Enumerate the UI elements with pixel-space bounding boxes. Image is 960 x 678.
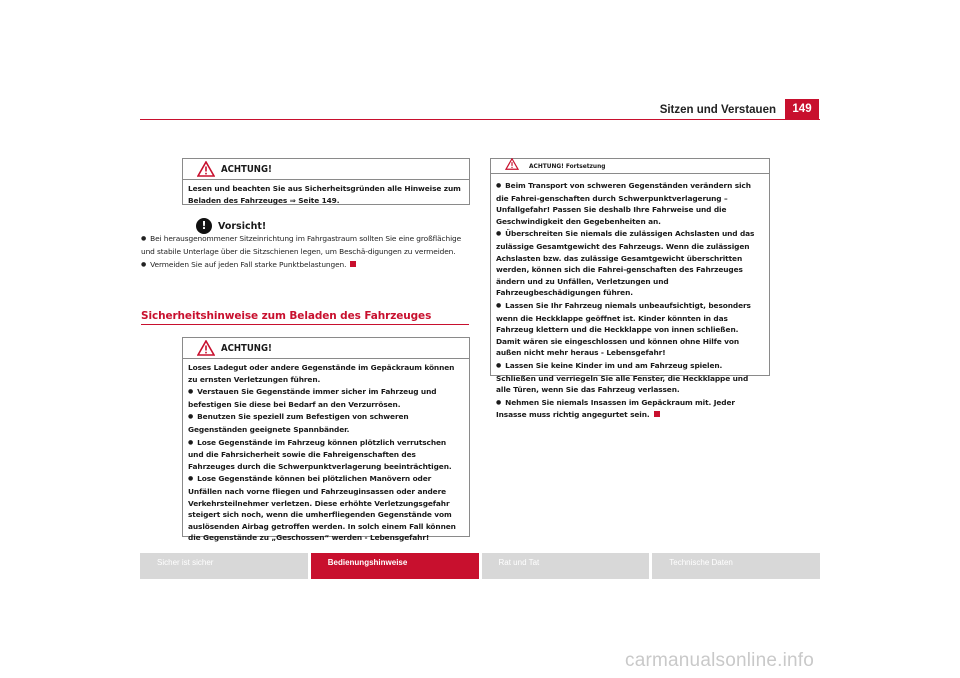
footer-tab-sicher[interactable]: Sicher ist sicher — [140, 553, 308, 579]
warning-item — [496, 360, 763, 396]
warning-title: ACHTUNG! Fortsetzung — [529, 162, 606, 170]
warning-item-text: Lassen Sie Ihr Fahrzeug niemals unbeaufsichtigt, besonders wenn die Heckklappe geöffnet ist. Kinder könnten in das Fahrzeug klettern und die Heckklappe von innen schließen. Damit wären sie eingeschlossen und können ohne Hilfe von außen nicht mehr heraus - Lebensgefahr! — [496, 300, 751, 358]
warning-title: ACHTUNG! — [221, 342, 272, 354]
warning-item — [188, 386, 463, 410]
warning-item — [496, 228, 763, 299]
warning-item-text: Beim Transport von schweren Gegenständen verändern sich die Fahrei-genschaften durch Schwerpunktverlagerung – Unfallgefahr! Passen Sie deshalb Ihre Fahrweise und die Geschwindigkeit den Gegebenheiten an. — [496, 181, 751, 226]
warning-box-header — [491, 159, 769, 174]
section-title: Sicherheitshinweise zum Beladen des Fahrzeuges — [141, 310, 432, 322]
warning-triangle-icon — [197, 161, 215, 177]
footer-tab-technische-daten[interactable]: Technische Daten — [652, 553, 820, 579]
warning-box-continued — [490, 158, 770, 420]
page-header-title: Sitzen und Verstauen — [659, 104, 776, 116]
warning-item-text: Verstauen Sie Gegenstände immer sicher im Fahrzeug und befestigen Sie diese bei Bedarf an den Verzurrösen. — [188, 387, 437, 409]
warning-item — [496, 300, 763, 359]
warning-item-text: Lassen Sie keine Kinder im und am Fahrzeug spielen. Schließen und verriegeln Sie alle Fenster, die Heckklappe und alle Türen, wenn Sie das Fahrzeug verlassen. — [496, 360, 749, 395]
header-divider — [140, 119, 820, 120]
section-divider — [141, 324, 469, 325]
warning-intro: Loses Ladegut oder andere Gegenstände im Gepäckraum können zu ernsten Verletzungen führen. — [188, 363, 455, 384]
caution-item-text: Vermeiden Sie auf jeden Fall starke Punktbelastungen. — [150, 259, 347, 269]
warning-box-body — [183, 180, 469, 211]
warning-item — [496, 180, 763, 227]
warning-item-text: Nehmen Sie niemals Insassen im Gepäckraum mit. Jeder Insasse muss richtig angegurtet sein. — [496, 397, 735, 420]
warning-box-main — [182, 337, 470, 543]
warning-item-text: Lose Gegenstände können bei plötzlichen Manövern oder Unfällen nach vorne fliegen und Fahrzeuginsassen oder andere Verkehrsteilnehmer verletzen. Diese erhöhte Verletzungsgefahr steigert sich noch, wenn die umherfliegenden Gegenstände vom auslösenden Airbag getroffen werden. In solch einem Fall können die Gegenstände zu „Geschossen“ werden - Lebensgefahr! — [188, 474, 456, 543]
warning-box-header — [183, 159, 469, 180]
watermark: carmanualsonline.info — [625, 650, 815, 671]
warning-item — [188, 473, 463, 544]
warning-triangle-icon — [505, 158, 523, 174]
caution-item — [141, 233, 471, 258]
warning-item — [188, 437, 463, 473]
warning-box-reference — [182, 158, 470, 205]
exclamation-circle-icon: ! — [196, 218, 212, 234]
warning-item-text: Benutzen Sie speziell zum Befestigen von schweren Gegenständen geeignete Spannbänder. — [188, 412, 409, 434]
caution-item-text: Bei herausgenommener Sitzeinrichtung im Fahrgastraum sollten Sie eine großflächige und stabile Unterlage über die Sitzschienen legen, um Beschä-digungen zu vermeiden. — [141, 234, 462, 256]
page-number: 149 — [785, 99, 819, 119]
warning-box-body — [491, 174, 769, 426]
footer-tab-rat-und-tat[interactable]: Rat und Tat — [482, 553, 650, 579]
footer-tab-bedienungshinweise[interactable]: Bedienungshinweise — [311, 553, 479, 579]
warning-box-body — [183, 359, 469, 549]
footer-nav — [140, 553, 820, 579]
warning-item-text: Lose Gegenstände im Fahrzeug können plötzlich verrutschen und die Fahrsicherheit sowie die Fahreigenschaften des Fahrzeuges durch die Schwerpunktverlagerung beeinträchtigen. — [188, 437, 452, 471]
warning-triangle-icon — [197, 340, 215, 356]
caution-body — [141, 233, 471, 272]
caution-header — [196, 218, 266, 234]
warning-item-text: Überschreiten Sie niemals die zulässigen Achslasten und das zulässige Gesamtgewicht des Fahrzeugs. Wenn die zulässigen Achslasten bzw. das zulässige Gesamtgewicht überschritten werden, können sich die Fahrei-genschaften des Fahrzeuges ändern und zu Unfällen, Verletzungen und Fahrzeugbeschädigungen führen. — [496, 229, 755, 298]
warning-item — [496, 397, 763, 421]
end-of-section-marker — [350, 261, 356, 267]
warning-box-header — [183, 338, 469, 359]
warning-title: ACHTUNG! — [221, 163, 272, 175]
caution-title: Vorsicht! — [218, 220, 267, 232]
caution-item — [141, 259, 471, 272]
end-of-section-marker — [654, 411, 660, 417]
warning-item — [188, 411, 463, 435]
warning-text: Lesen und beachten Sie aus Sicherheitsgründen alle Hinweise zum Beladen des Fahrzeuges ⇒ Seite 149. — [188, 184, 461, 205]
